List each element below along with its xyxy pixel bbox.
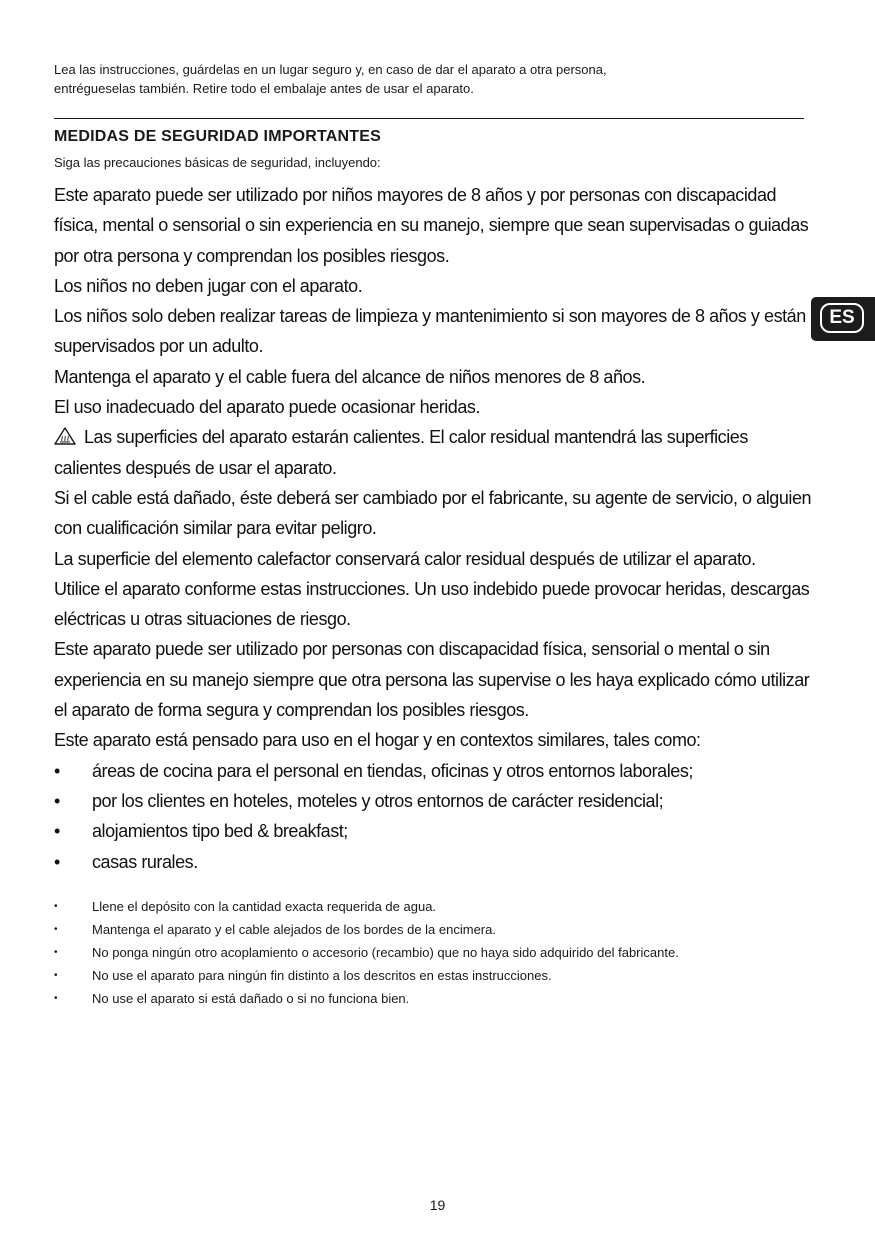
- section-lead: Siga las precauciones básicas de seguridad, incluyendo:: [54, 155, 381, 170]
- safety-paragraph: La superficie del elemento calefactor conservará calor residual después de utilizar el aparato.: [54, 548, 756, 569]
- intro-line: entrégueselas también. Retire todo el embalaje antes de usar el aparato.: [54, 81, 474, 96]
- bullet: •: [54, 924, 58, 935]
- language-code: ES: [820, 303, 864, 333]
- section-heading: MEDIDAS DE SEGURIDAD IMPORTANTES: [54, 128, 382, 145]
- list-item: [54, 756, 814, 786]
- list-item: [54, 966, 774, 985]
- safety-paragraph: Este aparato está pensado para uso en el hogar y en contextos similares, tales como:: [54, 730, 701, 751]
- language-tab: [811, 297, 875, 341]
- bullet: •: [54, 821, 60, 842]
- list-item-text: alojamientos tipo bed & breakfast;: [92, 821, 348, 842]
- list-item-text: casas rurales.: [92, 851, 198, 872]
- intro-text: [54, 60, 804, 98]
- bullet: •: [54, 970, 58, 981]
- list-item: [54, 816, 814, 846]
- hot-surface-text: Las superficies del aparato estarán calientes. El calor residual mantendrá las superficies calientes después de usar el aparato.: [54, 427, 748, 478]
- page-number: 19: [429, 1197, 446, 1213]
- list-item: [54, 920, 774, 939]
- list-item: [54, 943, 774, 962]
- list-item-text: Llene el depósito con la cantidad exacta requerida de agua.: [92, 899, 437, 914]
- safety-paragraph: Utilice el aparato conforme estas instrucciones. Un uso indebido puede provocar heridas, descargas eléctricas u otras situaciones de riesgo.: [54, 578, 810, 630]
- safety-paragraph: Si el cable está dañado, éste deberá ser cambiado por el fabricante, su agente de servicio, o alguien con cualificación similar para evitar peligro.: [54, 487, 812, 539]
- bullet: •: [54, 760, 60, 781]
- list-item-text: No use el aparato si está dañado o si no funciona bien.: [92, 991, 410, 1006]
- safety-paragraph: Los niños no deben jugar con el aparato.: [54, 275, 363, 296]
- list-item: [54, 786, 814, 816]
- list-item-text: No use el aparato para ningún fin distinto a los descritos en estas instrucciones.: [92, 968, 552, 983]
- list-item-text: áreas de cocina para el personal en tiendas, oficinas y otros entornos laborales;: [92, 760, 693, 781]
- intro-line: Lea las instrucciones, guárdelas en un lugar seguro y, en caso de dar el aparato a otra persona,: [54, 62, 607, 77]
- additional-instructions: [54, 897, 774, 1012]
- safety-paragraph: Este aparato puede ser utilizado por personas con discapacidad física, sensorial o mental o sin experiencia en su manejo siempre que otra persona las supervise o les haya explicado cómo utilizar el aparato de forma segura y comprendan los posibles riesgos.: [54, 639, 810, 721]
- bullet: •: [54, 901, 58, 912]
- bullet: •: [54, 790, 60, 811]
- list-item: [54, 847, 814, 877]
- bullet: •: [54, 993, 58, 1004]
- bullet: •: [54, 851, 60, 872]
- safety-paragraph: Este aparato puede ser utilizado por niños mayores de 8 años y por personas con discapacidad física, mental o sensorial o sin experiencia en su manejo, siempre que sean supervisadas o guiadas por otra persona y comprendan los posibles riesgos.: [54, 185, 809, 266]
- list-item-text: Mantenga el aparato y el cable alejados de los bordes de la encimera.: [92, 922, 496, 937]
- safety-paragraph: El uso inadecuado del aparato puede ocasionar heridas.: [54, 397, 481, 418]
- hot-surface-warning-icon: [54, 424, 76, 442]
- safety-instructions: [54, 180, 814, 877]
- safety-paragraph: Los niños solo deben realizar tareas de limpieza y mantenimiento si son mayores de 8 años y están supervisados por un adulto.: [54, 306, 806, 357]
- list-item: [54, 989, 774, 1008]
- bullet: •: [54, 947, 58, 958]
- usage-context-list: [54, 756, 814, 877]
- safety-paragraph: Mantenga el aparato y el cable fuera del alcance de niños menores de 8 años.: [54, 366, 646, 387]
- section-divider: [54, 118, 804, 119]
- instruction-list: [54, 897, 774, 1008]
- list-item-text: por los clientes en hoteles, moteles y otros entornos de carácter residencial;: [92, 790, 664, 811]
- list-item: [54, 897, 774, 916]
- hot-surface-paragraph: [54, 422, 814, 483]
- list-item-text: No ponga ningún otro acoplamiento o accesorio (recambio) que no haya sido adquirido del fabricante.: [92, 945, 679, 960]
